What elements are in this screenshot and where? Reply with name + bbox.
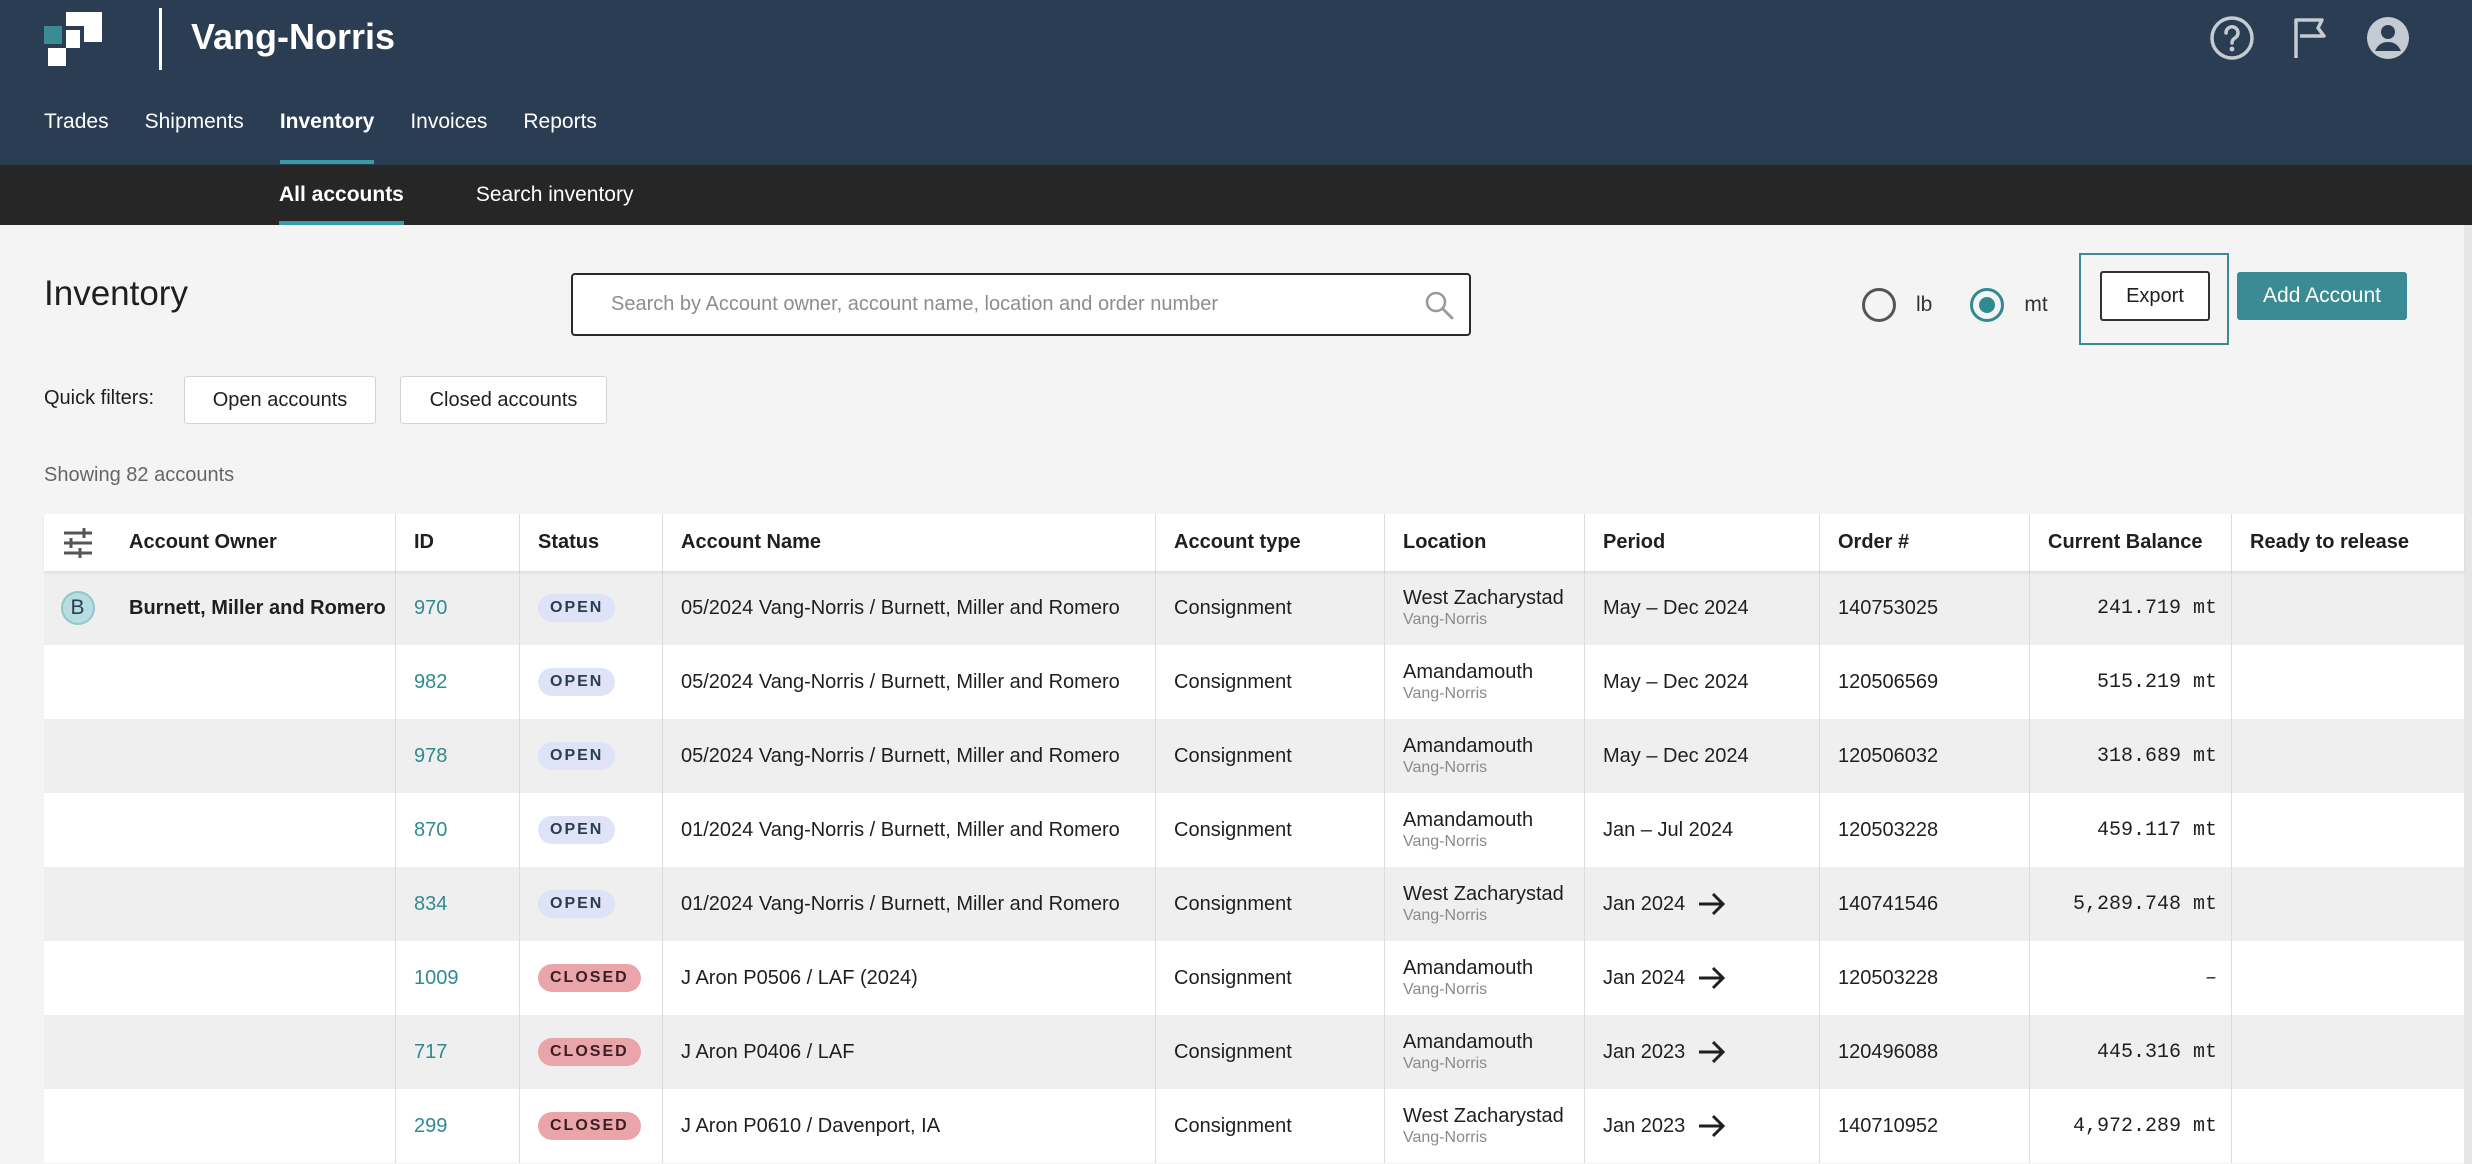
account-id-cell: [396, 793, 520, 867]
account-type: Consignment: [1156, 867, 1385, 941]
header-actions: [2208, 14, 2412, 62]
column-header-ready[interactable]: Ready to release: [2250, 531, 2409, 553]
location-cell: [1385, 1015, 1585, 1089]
row-avatar-cell: [44, 941, 111, 1015]
account-name: J Aron P0506 / LAF (2024): [663, 941, 1156, 1015]
location-cell: [1385, 1089, 1585, 1163]
flag-icon[interactable]: [2286, 14, 2334, 62]
status-badge: CLOSED: [538, 964, 641, 992]
avatar: B: [61, 591, 95, 625]
nav-inventory[interactable]: Inventory: [280, 110, 375, 164]
arrow-right-icon: [1695, 961, 1729, 995]
location-cell: [1385, 719, 1585, 793]
column-settings-icon[interactable]: [60, 525, 96, 561]
status-badge: OPEN: [538, 816, 615, 844]
account-owner: Burnett, Miller and Romero: [129, 596, 386, 619]
location-owner: Vang-Norris: [1403, 759, 1488, 776]
row-avatar-cell: [44, 645, 111, 719]
tab-search-inventory[interactable]: Search inventory: [475, 183, 634, 206]
add-account-button[interactable]: Add Account: [2237, 272, 2407, 320]
ready-to-release: [2232, 645, 2464, 719]
period-cell: [1585, 1015, 1820, 1089]
row-avatar-cell: [44, 1015, 111, 1089]
status-cell: [520, 941, 663, 1015]
current-balance: 515.219 mt: [2030, 645, 2232, 719]
account-id-link[interactable]: 717: [414, 1040, 448, 1063]
account-name: 05/2024 Vang-Norris / Burnett, Miller and Romero: [663, 719, 1156, 793]
location-cell: [1385, 645, 1585, 719]
tab-all-accounts[interactable]: All accounts: [279, 165, 404, 225]
page-title: Inventory: [44, 274, 188, 313]
column-header-period[interactable]: Period: [1585, 514, 1820, 571]
unit-toggle: [1862, 288, 2086, 322]
result-count: Showing 82 accounts: [44, 464, 235, 486]
unit-radio-lb[interactable]: [1862, 288, 1896, 322]
arrow-right-icon: [1695, 1035, 1729, 1069]
column-header-name[interactable]: Account Name: [663, 514, 1156, 571]
nav-shipments[interactable]: Shipments: [144, 110, 244, 133]
status-badge: CLOSED: [538, 1038, 641, 1066]
account-type: Consignment: [1156, 793, 1385, 867]
location-name: West Zacharystad: [1403, 883, 1564, 905]
table-row[interactable]: [44, 867, 2464, 941]
ready-to-release: [2232, 719, 2464, 793]
column-settings-cell: [44, 514, 111, 571]
order-number: 120503228: [1820, 793, 2030, 867]
table-body: [44, 571, 2464, 1163]
status-cell: [520, 1089, 663, 1163]
period-cell: [1585, 867, 1820, 941]
period-cell: [1585, 793, 1820, 867]
period-cell: [1585, 941, 1820, 1015]
quick-filter-open-accounts[interactable]: Open accounts: [184, 376, 376, 424]
current-balance: 4,972.289 mt: [2030, 1089, 2232, 1163]
period-text: Jan 2024: [1603, 966, 1686, 989]
period-text: Jan 2023: [1603, 1040, 1686, 1063]
location-owner: Vang-Norris: [1403, 907, 1488, 924]
location-cell: [1385, 867, 1585, 941]
location-name: West Zacharystad: [1403, 587, 1564, 609]
location-name: Amandamouth: [1403, 661, 1534, 683]
account-id-cell: [396, 941, 520, 1015]
location-cell: [1385, 571, 1585, 645]
account-id-link[interactable]: 1009: [414, 966, 459, 989]
status-cell: [520, 645, 663, 719]
status-badge: CLOSED: [538, 1112, 641, 1140]
account-id-link[interactable]: 834: [414, 892, 448, 915]
order-number: 140710952: [1820, 1089, 2030, 1163]
account-type: Consignment: [1156, 719, 1385, 793]
ready-to-release: [2232, 867, 2464, 941]
status-badge: OPEN: [538, 890, 615, 918]
sub-nav: [279, 165, 633, 225]
location-owner: Vang-Norris: [1403, 1129, 1488, 1146]
nav-invoices[interactable]: Invoices: [410, 110, 488, 133]
sub-nav-bar: [0, 165, 2472, 225]
table-row[interactable]: [44, 793, 2464, 867]
row-avatar-cell: [44, 793, 111, 867]
column-header-owner[interactable]: Account Owner: [111, 514, 396, 571]
period-cell: [1585, 645, 1820, 719]
account-id-link[interactable]: 870: [414, 818, 448, 841]
unit-label-mt: mt: [2024, 293, 2048, 316]
ready-to-release: [2232, 1015, 2464, 1089]
period-text: May – Dec 2024: [1603, 670, 1749, 693]
status-cell: [520, 793, 663, 867]
status-badge: OPEN: [538, 742, 615, 770]
order-number: 120506569: [1820, 645, 2030, 719]
account-type: Consignment: [1156, 941, 1385, 1015]
logo-divider: [159, 8, 162, 70]
location-owner: Vang-Norris: [1403, 685, 1488, 702]
period-cell: [1585, 1089, 1820, 1163]
brand-name: Vang-Norris: [191, 16, 396, 57]
search-box: [571, 273, 1471, 336]
account-owner-cell: [111, 941, 396, 1015]
location-cell: [1385, 941, 1585, 1015]
ready-to-release: [2232, 1089, 2464, 1163]
account-id-cell: [396, 1089, 520, 1163]
top-header: [0, 0, 2472, 165]
account-owner-cell: [111, 1089, 396, 1163]
location-owner: Vang-Norris: [1403, 833, 1488, 850]
status-cell: [520, 1015, 663, 1089]
main-nav: [44, 110, 597, 164]
arrow-right-icon: [1695, 1109, 1729, 1143]
account-name: J Aron P0610 / Davenport, IA: [663, 1089, 1156, 1163]
account-icon[interactable]: [2364, 14, 2412, 62]
location-name: Amandamouth: [1403, 1031, 1534, 1053]
unit-radio-mt[interactable]: [1970, 288, 2004, 322]
column-header-type[interactable]: Account type: [1156, 514, 1385, 571]
table-row[interactable]: [44, 571, 2464, 645]
help-icon[interactable]: [2208, 14, 2256, 62]
period-cell: [1585, 571, 1820, 645]
row-avatar-cell: [44, 1089, 111, 1163]
location-name: Amandamouth: [1403, 735, 1534, 757]
current-balance: 459.117 mt: [2030, 793, 2232, 867]
table-row[interactable]: [44, 645, 2464, 719]
account-id-cell: [396, 571, 520, 645]
column-header-balance[interactable]: [2030, 514, 2232, 571]
account-type: Consignment: [1156, 571, 1385, 645]
current-balance: 5,289.748 mt: [2030, 867, 2232, 941]
account-name: 01/2024 Vang-Norris / Burnett, Miller and Romero: [663, 867, 1156, 941]
period-text: May – Dec 2024: [1603, 596, 1749, 619]
current-balance: 241.719 mt: [2030, 571, 2232, 645]
location-cell: [1385, 793, 1585, 867]
location-owner: Vang-Norris: [1403, 981, 1488, 998]
quick-filters-label: Quick filters:: [44, 387, 155, 409]
nav-reports[interactable]: Reports: [523, 110, 597, 133]
period-text: Jan – Jul 2024: [1603, 818, 1734, 841]
row-avatar-cell: [44, 719, 111, 793]
account-owner-cell: [111, 719, 396, 793]
order-number: 140741546: [1820, 867, 2030, 941]
account-id-cell: [396, 719, 520, 793]
ready-to-release: [2232, 941, 2464, 1015]
account-name: 05/2024 Vang-Norris / Burnett, Miller and Romero: [663, 645, 1156, 719]
account-id-link[interactable]: 982: [414, 670, 448, 693]
account-type: Consignment: [1156, 645, 1385, 719]
company-logo-icon[interactable]: [44, 12, 102, 66]
status-cell: [520, 571, 663, 645]
export-button[interactable]: Export: [2100, 271, 2210, 321]
column-header-status[interactable]: Status: [520, 514, 663, 571]
order-number: 120503228: [1820, 941, 2030, 1015]
account-id-cell: [396, 867, 520, 941]
current-balance: –: [2030, 941, 2232, 1015]
account-owner-cell: [111, 571, 396, 645]
status-cell: [520, 867, 663, 941]
period-cell: [1585, 719, 1820, 793]
search-input[interactable]: [611, 275, 1391, 334]
table-row[interactable]: [44, 1089, 2464, 1163]
account-owner-cell: [111, 793, 396, 867]
page-scrollbar[interactable]: [2464, 225, 2472, 1164]
account-name: 05/2024 Vang-Norris / Burnett, Miller and Romero: [663, 571, 1156, 645]
period-text: Jan 2023: [1603, 1114, 1686, 1137]
account-owner-cell: [111, 645, 396, 719]
arrow-right-icon: [1695, 887, 1729, 921]
account-id-link[interactable]: 970: [414, 596, 448, 619]
location-name: Amandamouth: [1403, 809, 1534, 831]
account-type: Consignment: [1156, 1089, 1385, 1163]
table-row[interactable]: [44, 1015, 2464, 1089]
status-badge: OPEN: [538, 668, 615, 696]
accounts-table: [44, 514, 2464, 1163]
table-row[interactable]: [44, 719, 2464, 793]
row-avatar-cell: [44, 571, 111, 645]
search-icon[interactable]: [1423, 289, 1455, 321]
account-id-link[interactable]: 978: [414, 744, 448, 767]
table-header: [44, 514, 2464, 571]
status-badge: OPEN: [538, 594, 615, 622]
column-header-order[interactable]: Order #: [1820, 514, 2030, 571]
order-number: 120506032: [1820, 719, 2030, 793]
account-type: Consignment: [1156, 1015, 1385, 1089]
location-name: West Zacharystad: [1403, 1105, 1564, 1127]
order-number: 140753025: [1820, 571, 2030, 645]
status-cell: [520, 719, 663, 793]
current-balance: 445.316 mt: [2030, 1015, 2232, 1089]
order-number: 120496088: [1820, 1015, 2030, 1089]
unit-label-lb: lb: [1916, 293, 1933, 316]
ready-to-release: [2232, 571, 2464, 645]
column-header-location-text: Location: [1403, 531, 1487, 553]
quick-filter-closed-accounts[interactable]: Closed accounts: [400, 376, 607, 424]
account-owner-cell: [111, 867, 396, 941]
account-id-cell: [396, 645, 520, 719]
nav-trades[interactable]: Trades: [44, 110, 109, 133]
column-header-balance-text: Current Balance: [2048, 531, 2203, 553]
column-header-location[interactable]: [1385, 514, 1585, 571]
account-name: 01/2024 Vang-Norris / Burnett, Miller and Romero: [663, 793, 1156, 867]
column-header-id[interactable]: ID: [396, 514, 520, 571]
period-text: May – Dec 2024: [1603, 744, 1749, 767]
account-owner-cell: [111, 1015, 396, 1089]
location-name: Amandamouth: [1403, 957, 1534, 979]
current-balance: 318.689 mt: [2030, 719, 2232, 793]
period-text: Jan 2024: [1603, 892, 1686, 915]
location-owner: Vang-Norris: [1403, 611, 1488, 628]
account-name: J Aron P0406 / LAF: [663, 1015, 1156, 1089]
table-row[interactable]: [44, 941, 2464, 1015]
location-owner: Vang-Norris: [1403, 1055, 1488, 1072]
account-id-cell: [396, 1015, 520, 1089]
account-id-link[interactable]: 299: [414, 1114, 448, 1137]
row-avatar-cell: [44, 867, 111, 941]
ready-to-release: [2232, 793, 2464, 867]
